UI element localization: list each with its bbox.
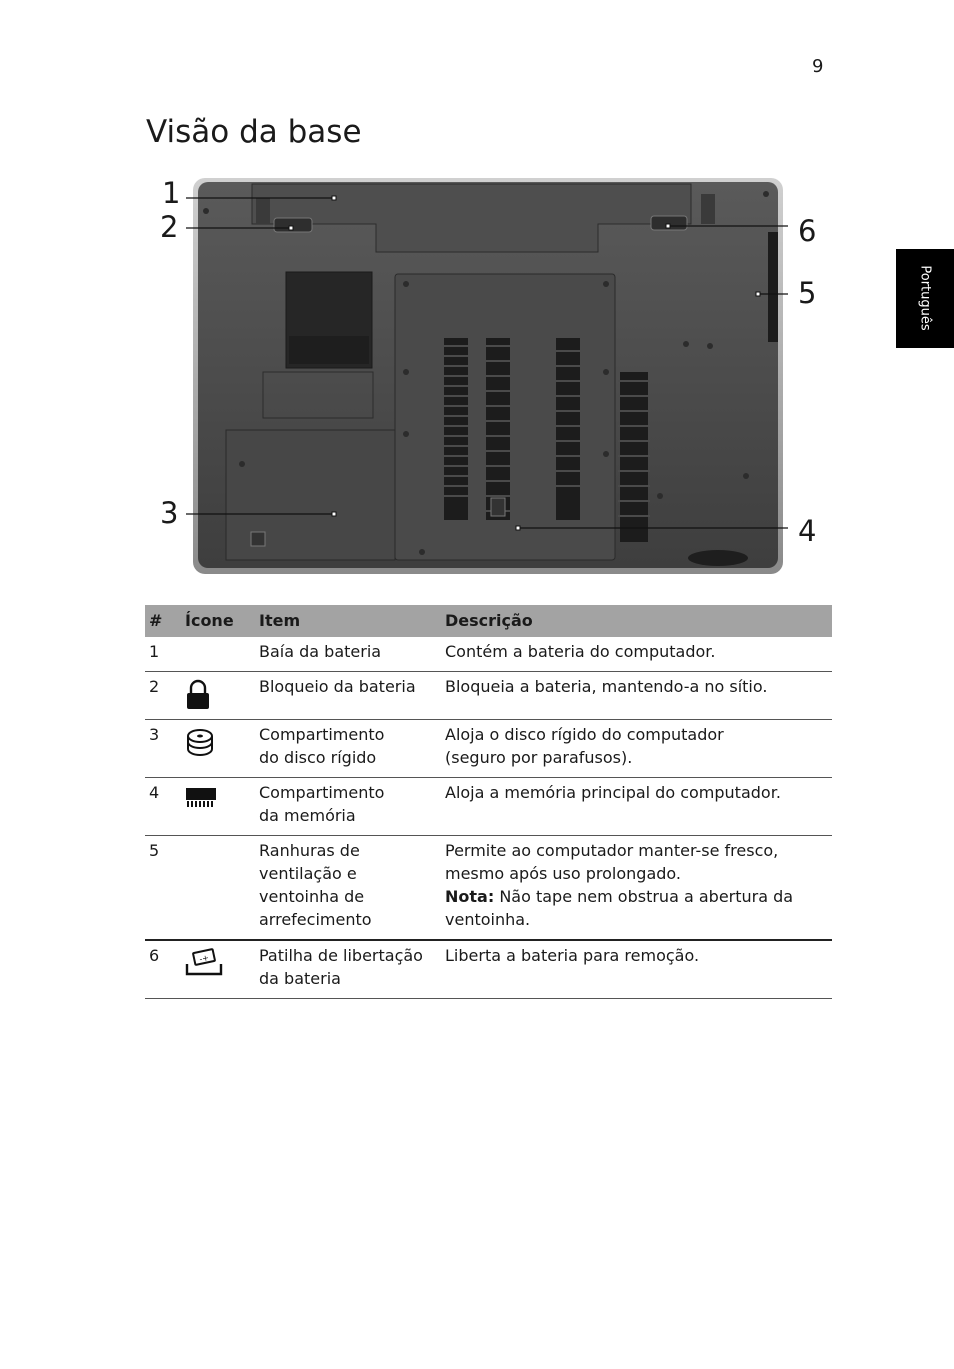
row-item-line: do disco rígido (259, 748, 377, 767)
header-item: Item (255, 605, 441, 637)
row-item-line: Compartimento (259, 783, 385, 802)
row-note (445, 885, 828, 908)
memory-icon (185, 785, 217, 809)
header-icon: Ícone (181, 605, 255, 637)
row-item (255, 836, 441, 941)
row-number: 5 (145, 836, 181, 941)
rear-foot (688, 550, 748, 566)
laptop-base-drawing (146, 166, 836, 586)
row-description-line: Permite ao computador manter-se fresco, (445, 841, 779, 860)
header-number: # (145, 605, 181, 637)
table-row (145, 720, 832, 778)
callout-1: 1 (162, 176, 181, 210)
callout-2: 2 (160, 210, 179, 244)
table-row (145, 672, 832, 720)
row-description: Aloja a memória principal do computador. (441, 778, 832, 836)
row-description (441, 836, 832, 941)
row-item-line: ventilação e (259, 864, 357, 883)
header-description: Descrição (441, 605, 832, 637)
table-row (145, 940, 832, 999)
row-icon (181, 672, 255, 720)
table-row (145, 637, 832, 672)
row-icon (181, 778, 255, 836)
hard-disk-icon (185, 727, 215, 759)
row-item-line: Patilha de libertação (259, 946, 423, 965)
callout-3: 3 (160, 496, 179, 530)
table-header-row (145, 605, 832, 637)
note-text: Não tape nem obstrua a abertura da (499, 887, 794, 906)
battery-release-icon (185, 948, 223, 980)
page-title: Visão da base (146, 114, 362, 150)
row-description: Bloqueia a bateria, mantendo-a no sítio. (441, 672, 832, 720)
laptop-base-illustration (146, 166, 836, 586)
language-tab-label: Português (917, 265, 933, 331)
note-label: Nota: (445, 887, 495, 906)
svg-text:-+: -+ (198, 953, 210, 964)
row-number: 6 (145, 940, 181, 999)
table-row (145, 836, 832, 941)
language-tab (896, 249, 954, 348)
row-item (255, 720, 441, 778)
lock-icon (185, 679, 211, 711)
row-item: Baía da bateria (255, 637, 441, 672)
row-description-line: (seguro por parafusos). (445, 748, 633, 767)
row-icon (181, 720, 255, 778)
row-description-line: Aloja o disco rígido do computador (445, 725, 724, 744)
callout-6: 6 (798, 214, 817, 248)
row-item-line: da bateria (259, 969, 341, 988)
row-description (441, 720, 832, 778)
row-number: 1 (145, 637, 181, 672)
row-description-line: mesmo após uso prolongado. (445, 864, 682, 883)
row-item-line: Ranhuras de (259, 841, 360, 860)
components-table (145, 605, 832, 999)
row-description: Contém a bateria do computador. (441, 637, 832, 672)
row-description: Liberta a bateria para remoção. (441, 940, 832, 999)
callout-5: 5 (798, 276, 817, 310)
row-item-line: arrefecimento (259, 910, 372, 929)
callout-4: 4 (798, 514, 817, 548)
row-number: 4 (145, 778, 181, 836)
row-item: Bloqueio da bateria (255, 672, 441, 720)
row-number: 3 (145, 720, 181, 778)
row-note-continued: ventoinha. (445, 910, 531, 929)
row-item (255, 940, 441, 999)
row-number: 2 (145, 672, 181, 720)
row-item-line: da memória (259, 806, 356, 825)
row-item-line: Compartimento (259, 725, 385, 744)
row-icon (181, 637, 255, 672)
row-item-line: ventoinha de (259, 887, 365, 906)
row-icon (181, 836, 255, 941)
table-row (145, 778, 832, 836)
row-item (255, 778, 441, 836)
row-icon (181, 940, 255, 999)
page-number: 9 (812, 56, 824, 77)
